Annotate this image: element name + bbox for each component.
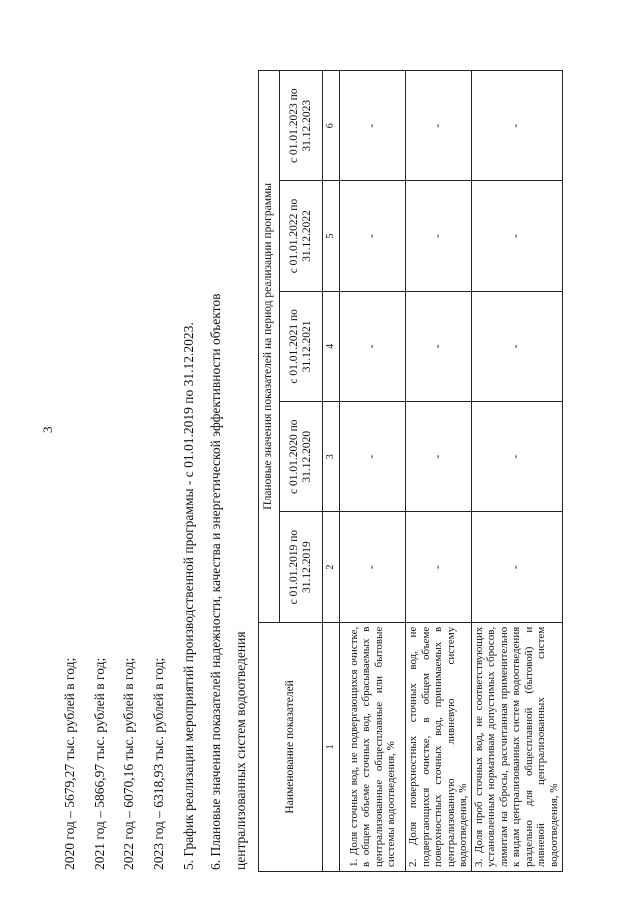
- indicator-name: 2. Доля поверхностных сточных вод, не подвергающихся очистке, в общем объеме поверхностных сточных вод, принимаемых в централизованную ливневую систему водоотведения, %: [406, 622, 472, 871]
- column-number: 2: [323, 512, 340, 622]
- indicator-value: -: [471, 291, 562, 401]
- column-number: 3: [323, 402, 340, 512]
- indicator-value: -: [406, 181, 472, 291]
- budget-line-2020: 2020 год – 5679,27 тыс. рублей в год;: [62, 657, 77, 870]
- indicator-value: -: [471, 71, 562, 181]
- indicator-name: 1. Доля сточных вод, не подвергающихся очистке, в общем объеме сточных вод, сбрасываемых в централизованные общесплавные или бытовые системы водоотведения, %: [340, 622, 406, 871]
- column-number: 6: [323, 71, 340, 181]
- budget-line-2022: 2022 год – 6070,16 тыс. рублей в год;: [121, 657, 136, 870]
- indicator-value: -: [406, 71, 472, 181]
- indicator-value: -: [340, 181, 406, 291]
- indicator-value: -: [471, 181, 562, 291]
- indicator-value: -: [340, 512, 406, 622]
- indicator-value: -: [471, 512, 562, 622]
- column-number-row: [323, 71, 340, 872]
- period-header-2023: с 01.01.2023 по 31.12.2023: [280, 71, 323, 181]
- planned-values-header: Плановые значения показателей на период реализации программы: [259, 71, 280, 623]
- table-row: [471, 71, 562, 872]
- section-5-heading: 5. График реализации мероприятий производственной программы - с 01.01.2019 по 31.12.2023.: [181, 322, 196, 870]
- budget-line-2021: 2021 год – 5866,97 тыс. рублей в год;: [92, 657, 107, 870]
- column-number: 4: [323, 291, 340, 401]
- indicator-name: 3. Доля проб сточных вод, не соответствующих установленным нормативам допустимых сбросов, лимитам на сбросы, рассчитанная применительно к видам централизованных систем водоотведения раздельно для общесплавной (бытовой) и ливневой централизованных систем водоотведения, %: [471, 622, 562, 871]
- indicator-value: -: [406, 512, 472, 622]
- indicator-value: -: [340, 71, 406, 181]
- column-number: 1: [323, 622, 340, 871]
- section-6-heading: 6. Плановые значения показателей надежности, качества и энергетической эффективности объектов: [208, 293, 223, 870]
- period-header-2020: с 01.01.2020 по 31.12.2020: [280, 402, 323, 512]
- indicator-value: -: [406, 402, 472, 512]
- indicator-value: -: [340, 291, 406, 401]
- indicator-value: -: [471, 402, 562, 512]
- table-row: [340, 71, 406, 872]
- budget-line-2023: 2023 год – 6318,93 тыс. рублей в год;: [151, 657, 166, 870]
- column-number: 5: [323, 181, 340, 291]
- period-header-2019: с 01.01.2019 по 31.12.2019: [280, 512, 323, 622]
- indicator-value: -: [406, 291, 472, 401]
- name-column-header: Наименование показателей: [259, 622, 323, 871]
- page-number: 3: [40, 426, 55, 433]
- section-6-heading-cont: централизованных систем водоотведения: [233, 631, 248, 870]
- period-header-2021: с 01.01.2021 по 31.12.2021: [280, 291, 323, 401]
- indicators-table: [258, 70, 563, 872]
- indicator-value: -: [340, 402, 406, 512]
- table-row: [406, 71, 472, 872]
- period-header-2022: с 01.01.2022 по 31.12.2022: [280, 181, 323, 291]
